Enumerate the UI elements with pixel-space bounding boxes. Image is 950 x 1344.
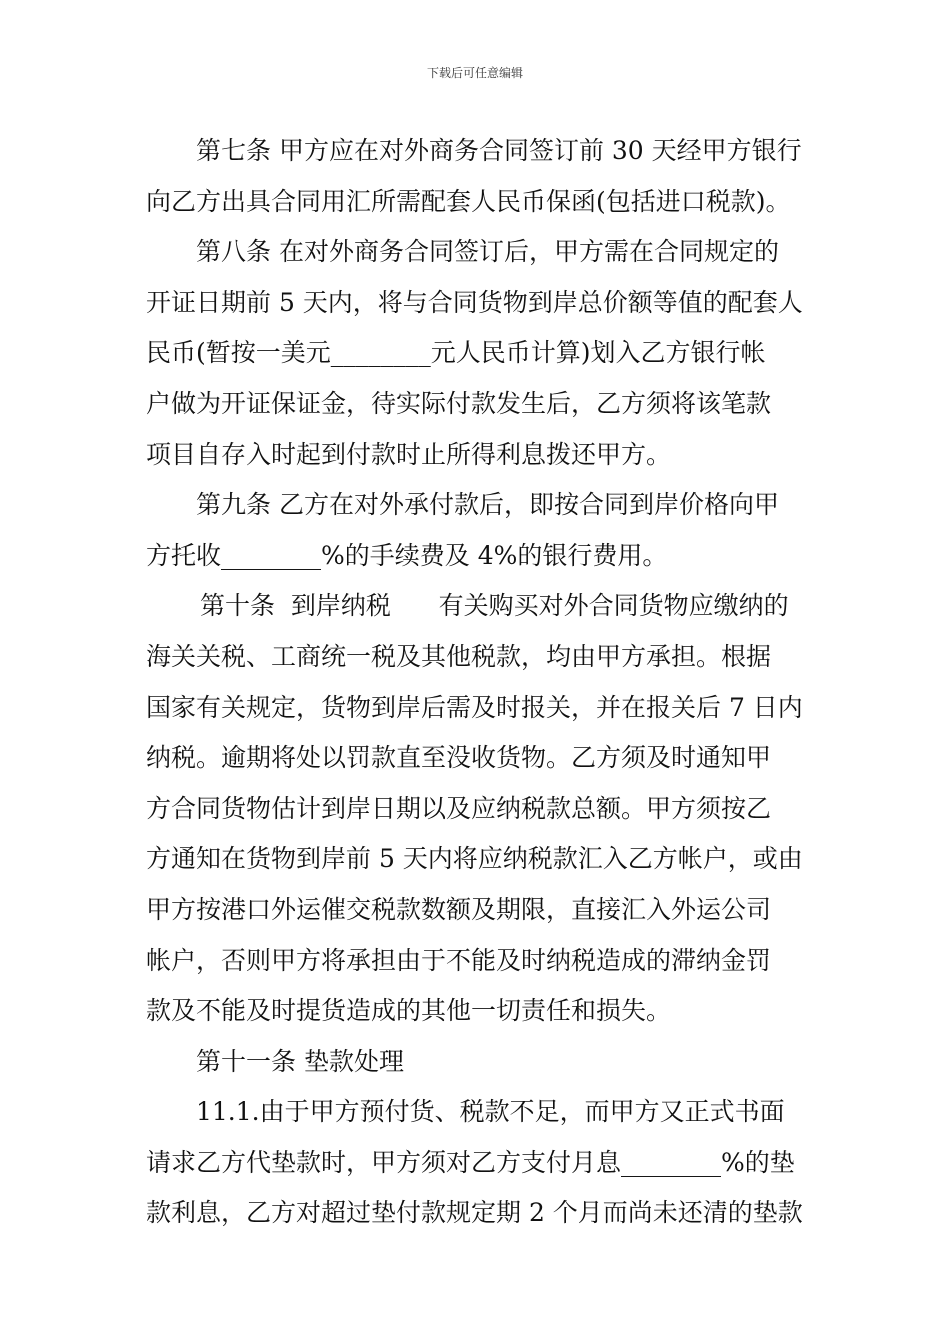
- article-7-line-2: 向乙方出具合同用汇所需配套人民币保函(包括进口税款)。: [146, 186, 791, 216]
- article-11-line-2: 请求乙方代垫款时，甲方须对乙方支付月息________%的垫: [146, 1147, 795, 1177]
- article-11-title: 第十一条 垫款处理: [196, 1046, 404, 1076]
- article-11: [146, 1037, 806, 1239]
- article-8-line-3: 民币(暂按一美元________元人民币计算)划入乙方银行帐: [146, 338, 766, 368]
- article-9-line-2: 方托收________%的手续费及 4%的银行费用。: [146, 540, 668, 570]
- article-8-line-2: 开证日期前 5 天内，将与合同货物到岸总价额等值的配套人: [146, 287, 803, 317]
- article-10-line-8: 帐户，否则甲方将承担由于不能及时纳税造成的滞纳金罚: [146, 945, 772, 975]
- article-10-line-7: 甲方按港口外运催交税款数额及期限，直接汇入外运公司: [146, 894, 772, 924]
- article-10-line-3: 国家有关规定，货物到岸后需及时报关，并在报关后 7 日内: [146, 692, 803, 722]
- article-10-line-1: 第十条 到岸纳税 有关购买对外合同货物应缴纳的: [200, 591, 789, 621]
- document-body: [146, 126, 806, 1239]
- page-header: [0, 64, 950, 82]
- article-10-line-9: 款及不能及时提货造成的其他一切责任和损失。: [146, 996, 672, 1026]
- article-8-line-5: 项目自存入时起到付款时止所得利息拨还甲方。: [146, 439, 672, 469]
- article-9: [146, 480, 806, 581]
- article-11-line-3: 款利息，乙方对超过垫付款规定期 2 个月而尚未还清的垫款: [146, 1198, 803, 1228]
- article-10-line-2: 海关关税、工商统一税及其他税款，均由甲方承担。根据: [146, 641, 772, 671]
- article-10-line-6: 方通知在货物到岸前 5 天内将应纳税款汇入乙方帐户，或由: [146, 844, 803, 874]
- article-9-line-1: 第九条 乙方在对外承付款后，即按合同到岸价格向甲: [196, 490, 779, 520]
- article-10: [146, 581, 806, 1036]
- article-10-line-5: 方合同货物估计到岸日期以及应纳税款总额。甲方须按乙: [146, 793, 772, 823]
- article-7-line-1: 第七条 甲方应在对外商务合同签订前 30 天经甲方银行: [196, 136, 802, 165]
- article-8: [146, 227, 806, 480]
- article-11-line-1: 11.1.由于甲方预付货、税款不足，而甲方又正式书面: [196, 1097, 785, 1127]
- article-8-line-1: 第八条 在对外商务合同签订后，甲方需在合同规定的: [196, 237, 779, 267]
- article-7: [146, 126, 806, 227]
- article-8-line-4: 户做为开证保证金，待实际付款发生后，乙方须将该笔款: [146, 388, 772, 418]
- header-text: 下载后可任意编辑: [426, 66, 523, 80]
- article-10-line-4: 纳税。逾期将处以罚款直至没收货物。乙方须及时通知甲: [146, 743, 772, 773]
